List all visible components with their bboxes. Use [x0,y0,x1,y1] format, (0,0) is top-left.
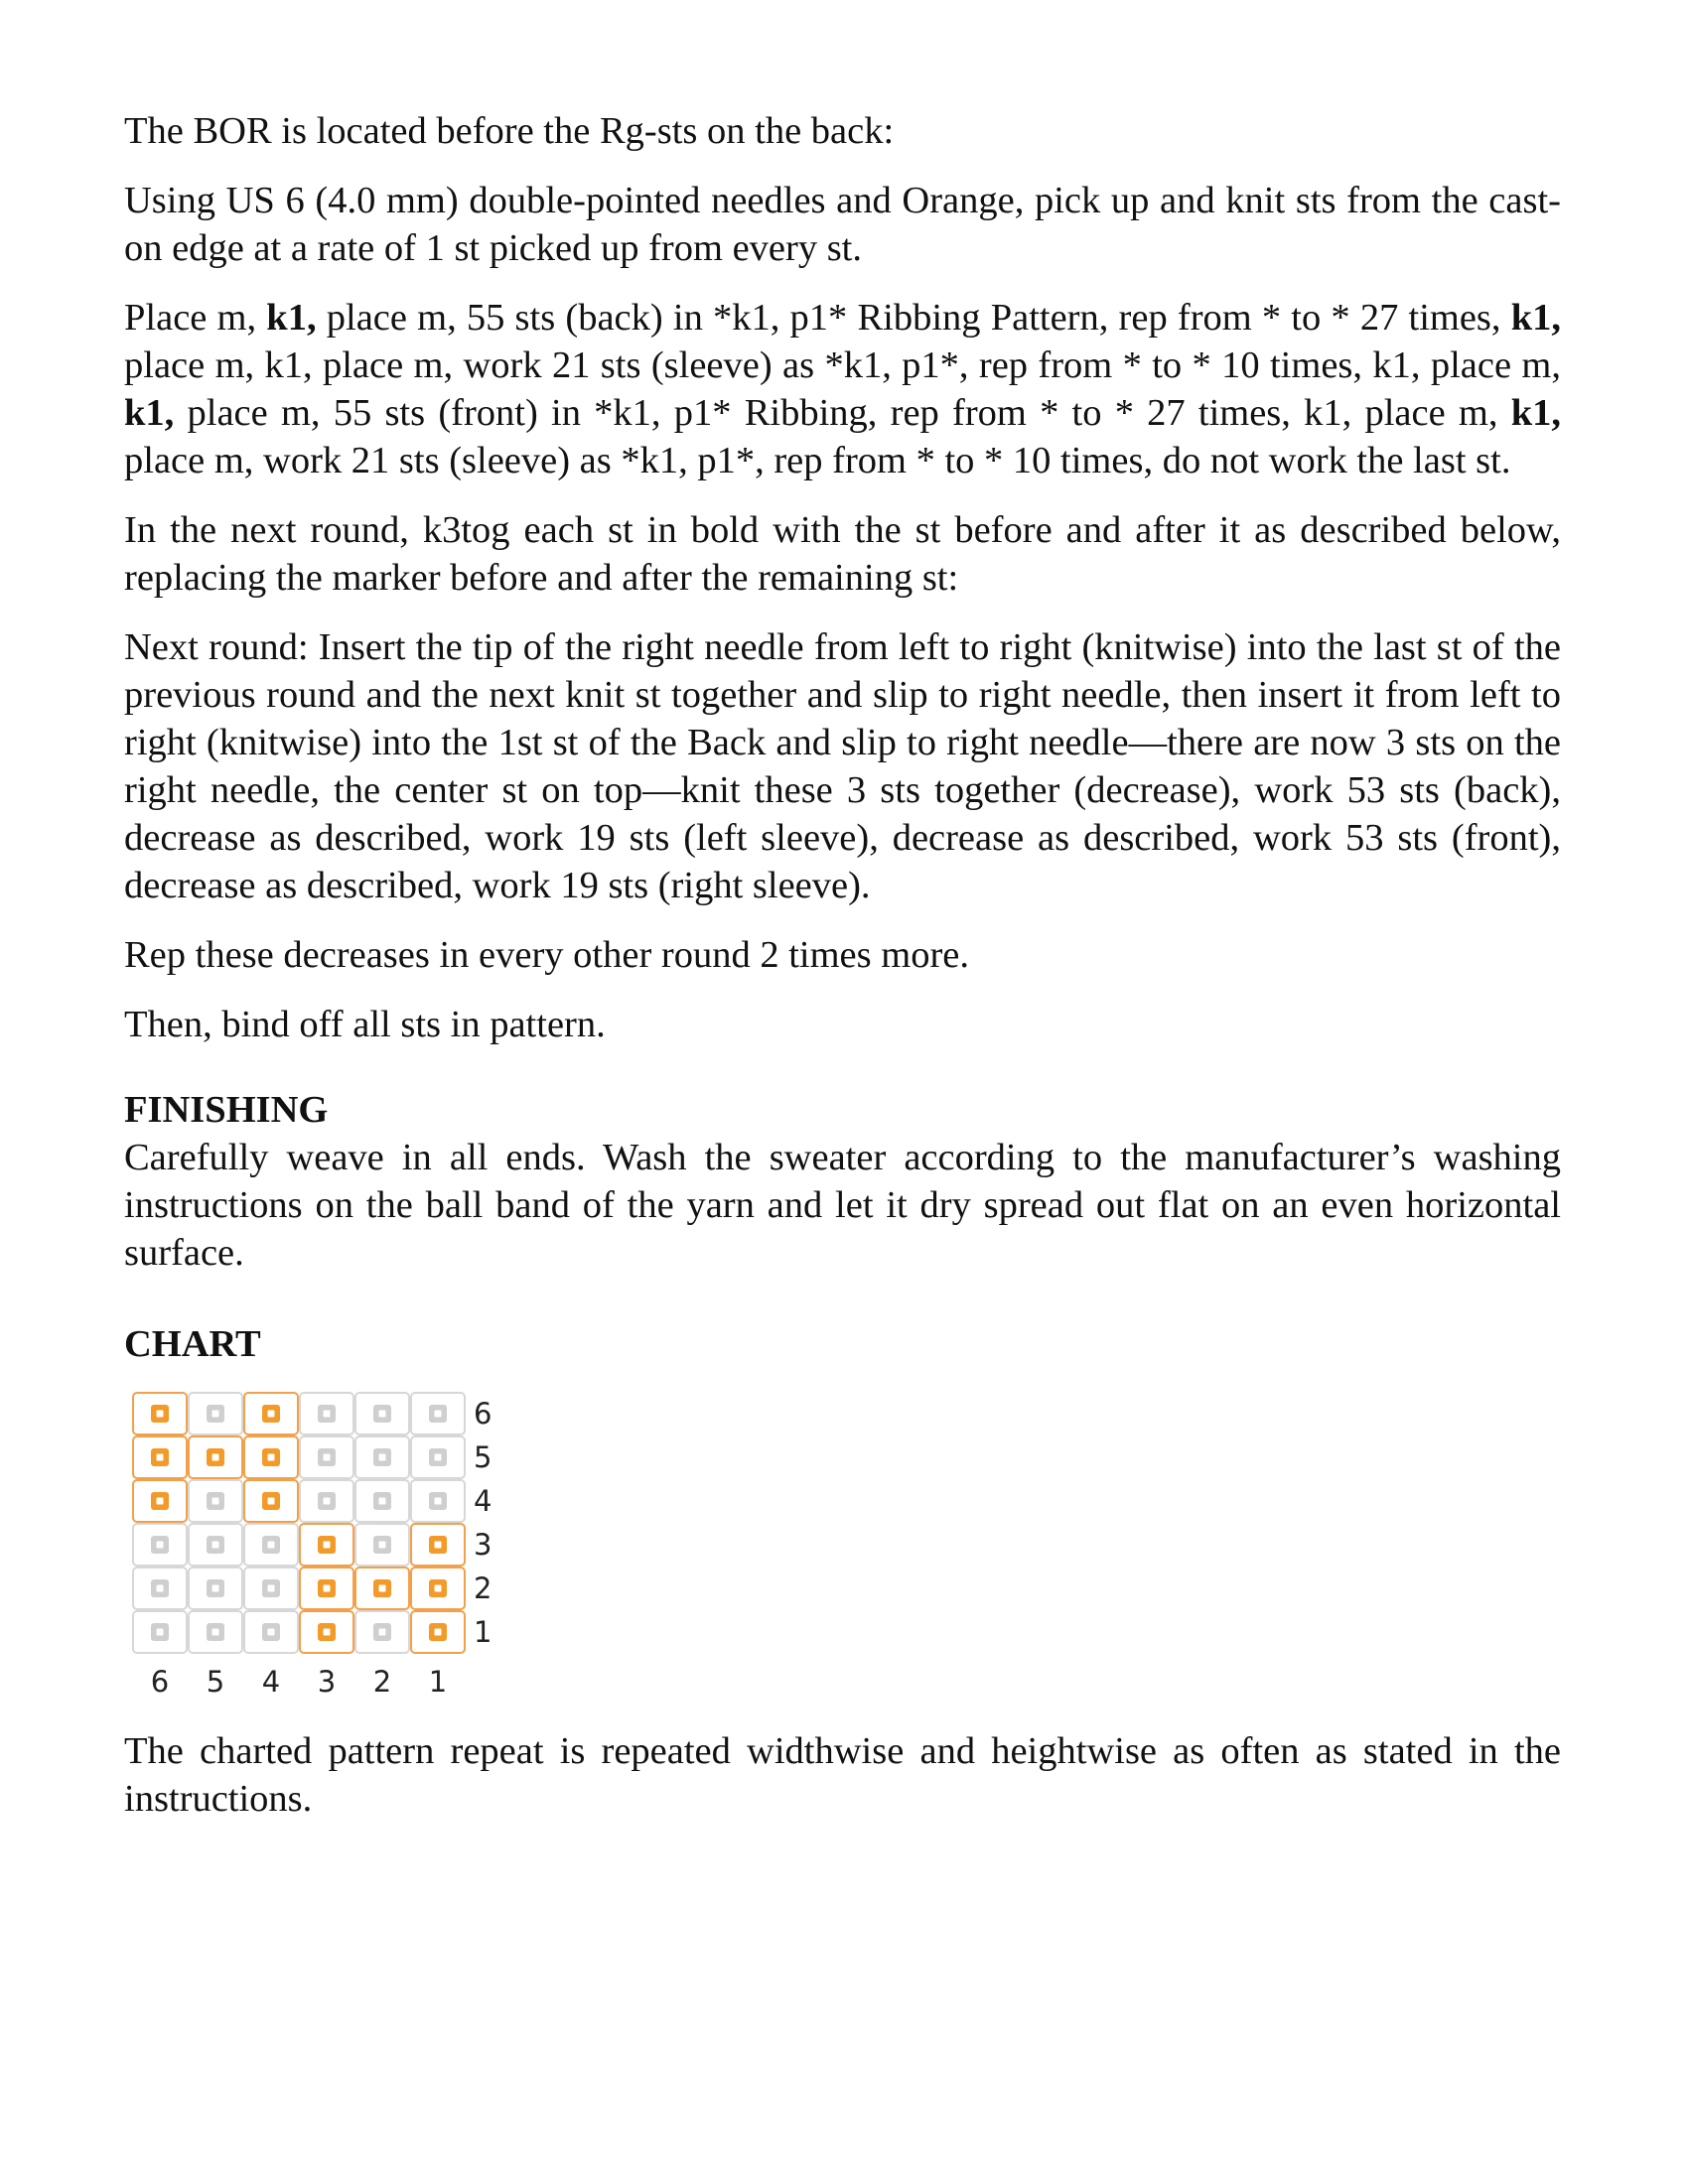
chart-cell [411,1568,465,1609]
chart-row-label: 3 [474,1528,492,1562]
chart-cell [189,1436,242,1478]
chart-cell [355,1436,409,1478]
text-span: place m, 55 sts (back) in *k1, p1* Ribbing Pattern, rep from * to * 27 times, [316,297,1511,339]
paragraph-repeat: Rep these decreases in every other round 2 times more. [124,934,969,976]
chart-cell [300,1393,353,1434]
finishing-heading: FINISHING [124,1089,329,1131]
chart-column-label: 2 [372,1665,392,1699]
chart-cell [300,1611,353,1653]
paragraph-bor: The BOR is located before the Rg-sts on the back: [124,110,895,152]
chart-row-label: 4 [474,1484,492,1518]
paragraph-pick-up: Using US 6 (4.0 mm) double-pointed needles and Orange, pick up and knit sts from the cast-on edge at a rate of 1 st picked up from every st. [124,180,1561,269]
chart-cell [189,1524,242,1566]
chart-cell [244,1611,298,1653]
chart-caption: The charted pattern repeat is repeated widthwise and heightwise as often as stated in the instructions. [124,1730,1561,1820]
chart-row-label: 6 [474,1397,492,1431]
chart-row-label: 2 [474,1571,492,1605]
text-span: place m, k1, place m, work 21 sts (sleeve) as *k1, p1*, rep from * to * 10 times, k1, place m, [124,344,1561,386]
chart-cell [300,1568,353,1609]
chart-cell [189,1393,242,1434]
paragraph-place-markers [124,294,1561,484]
chart-cell [244,1524,298,1566]
chart-cell [133,1393,187,1434]
bold-stitch: k1, [266,297,317,339]
text-span: Place m, [124,297,267,339]
chart-cell [244,1568,298,1609]
chart-heading: CHART [124,1323,261,1365]
paragraph-next-round: Next round: Insert the tip of the right needle from left to right (knitwise) into the last st of the previous round and the next knit st together and slip to right needle, then insert it from left to right (knitwise) into the 1st st of the Back and slip to right needle—there are now 3 sts on the right needle, the center st on top—knit these 3 sts together (decrease), work 53 sts (back), decrease as described, work 19 sts (left sleeve), decrease as described, work 53 sts (front), decrease as described, work 19 sts (right sleeve). [124,626,1561,906]
chart-column-label: 6 [150,1665,170,1699]
chart-cell [244,1480,298,1522]
chart-cell [355,1568,409,1609]
text-span: place m, 55 sts (front) in *k1, p1* Ribbing, rep from * to * 27 times, k1, place m, [174,392,1511,434]
bold-stitch: k1, [1510,392,1561,434]
chart-column-label: 5 [206,1665,225,1699]
finishing-text: Carefully weave in all ends. Wash the sweater according to the manufacturer’s washing instructions on the ball band of the yarn and let it dry spread out flat on an even horizontal surface. [124,1137,1561,1274]
chart-cell [133,1524,187,1566]
chart-cell [133,1611,187,1653]
chart-cell [133,1480,187,1522]
chart-cell [411,1611,465,1653]
paragraph-bind-off: Then, bind off all sts in pattern. [124,1004,606,1045]
chart-column-label: 1 [428,1665,448,1699]
chart-column-label: 3 [317,1665,337,1699]
chart-cell [411,1524,465,1566]
chart-cell [189,1568,242,1609]
paragraph-k3tog: In the next round, k3tog each st in bold with the st before and after it as described below, replacing the marker before and after the remaining st: [124,509,1561,599]
chart-cell [133,1568,187,1609]
bold-stitch: k1, [124,392,175,434]
text-span: place m, work 21 sts (sleeve) as *k1, p1*, rep from * to * 10 times, do not work the last st. [124,440,1511,481]
chart-cell [244,1436,298,1478]
chart-cell [355,1393,409,1434]
chart-cell [411,1436,465,1478]
bold-stitch: k1, [1510,297,1562,339]
chart-row-label: 5 [474,1440,492,1474]
chart-cell [300,1524,353,1566]
chart-cell [244,1393,298,1434]
chart-column-label: 4 [261,1665,281,1699]
document-page [124,107,1561,1844]
chart-cell [355,1480,409,1522]
chart-cell [411,1480,465,1522]
stitch-chart-svg [124,1384,541,1702]
chart-cell [411,1393,465,1434]
chart-cell [189,1611,242,1653]
chart-cell [133,1436,187,1478]
chart-row-label: 1 [474,1615,492,1649]
chart-cell [355,1524,409,1566]
chart-cell [189,1480,242,1522]
chart-cell [355,1611,409,1653]
chart-cell [300,1436,353,1478]
chart-cell [300,1480,353,1522]
stitch-chart [124,1384,541,1702]
